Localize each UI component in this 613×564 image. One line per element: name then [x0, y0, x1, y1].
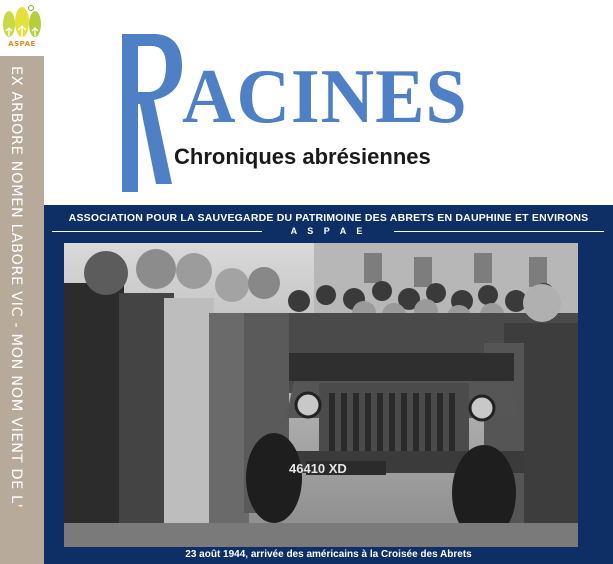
jeep-crowd-photo-illustration — [64, 243, 578, 547]
side-band — [0, 0, 44, 564]
association-acronym: A S P A E — [290, 226, 367, 236]
vertical-motto: EX ARBORE NOMEN LABORE VIC - MON NOM VIENT DE L' — [8, 66, 24, 509]
association-banner — [44, 205, 613, 564]
divider-right — [394, 231, 604, 232]
aspae-logo — [0, 0, 44, 56]
title-text: ACINES — [182, 53, 468, 140]
tree-logo-icon — [0, 0, 44, 44]
association-name: ASSOCIATION POUR LA SAUVEGARDE DU PATRIMOINE DES ABRETS EN DAUPHINE ET ENVIRONS — [68, 212, 589, 224]
jeep-plate: 46410 XD — [289, 461, 347, 476]
historic-photo — [64, 243, 578, 547]
photo-caption: 23 août 1944, arrivée des américains à la Croisée des Abrets — [185, 549, 472, 560]
logo-label: ASPAE — [8, 40, 36, 48]
subtitle: Chroniques abrésiennes — [174, 144, 431, 169]
title-block — [44, 0, 613, 205]
